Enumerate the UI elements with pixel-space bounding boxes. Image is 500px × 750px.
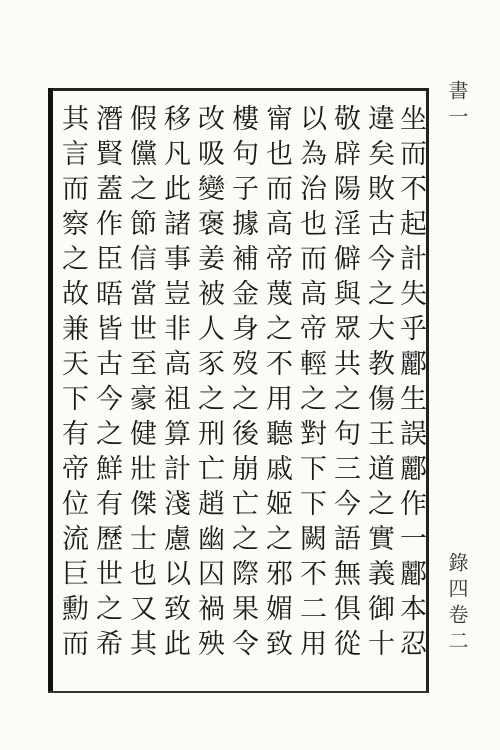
text-column-11: 坐而不起計失乎酈生誤酈作一酈本忍	[395, 104, 426, 664]
frame-bottom-line	[48, 691, 428, 693]
text-column-3: 假儻之節信當世至豪健壯傑士也又其	[125, 104, 156, 664]
edge-char-1: 書	[445, 80, 469, 106]
text-column-6: 樓句子據補金身歿之後崩亡之際果令	[227, 104, 258, 664]
edge-char-5: 卷	[445, 604, 469, 630]
edge-char-3: 錄	[445, 552, 469, 578]
text-column-10: 違矣敗古今之大教傷王道之實義御十	[363, 104, 394, 664]
text-column-7: 甯也而高帝蔑之不用聽戚姬之邪媚致	[261, 104, 292, 664]
text-column-8: 以為治也而高帝輕之對下下闕不二用	[295, 104, 326, 664]
frame-right-border	[426, 88, 429, 693]
text-column-4: 移凡此諸事豈非高祖算計淺慮以致此	[159, 104, 190, 664]
text-column-5: 改吸變褒姜被人豕之刑亡趙幽囚禍殃	[193, 104, 224, 664]
text-column-2: 潛賢蓋作臣晤皆古今之鮮有歷世之希	[91, 104, 122, 664]
edge-char-2: 一	[445, 106, 469, 132]
frame-left-border	[48, 88, 53, 693]
text-column-1: 其言而察之故兼天下有帝位流巨勳而	[57, 104, 88, 664]
text-column-9: 敬辟陽淫僻與眾共之句三今語無俱從	[329, 104, 360, 664]
edge-char-4: 四	[445, 578, 469, 604]
edge-char-6: 二	[445, 630, 469, 656]
page-edge-margin	[440, 80, 472, 700]
frame-top-line	[48, 88, 428, 91]
